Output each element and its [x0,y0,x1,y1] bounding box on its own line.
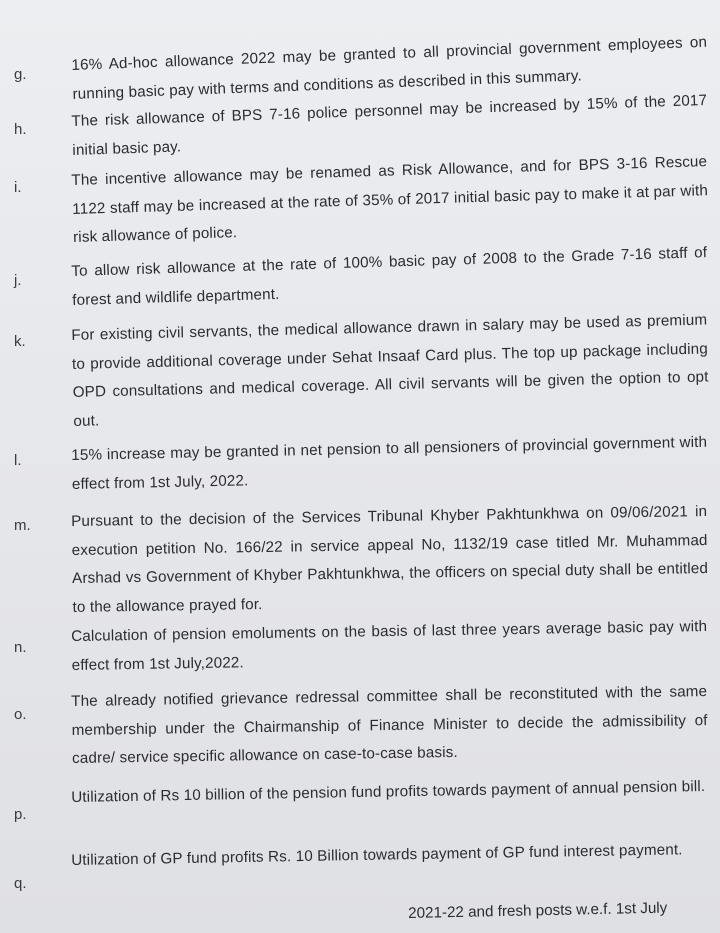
item-text: Calculation of pension emoluments on the basis of last three years average basic pay with effect from 1st July,2022. [71,618,708,674]
item-letter: k. [14,333,26,350]
item-letter: j. [14,272,22,289]
item-letter: l. [14,452,22,469]
item-text: The incentive allowance may be renamed as Risk Allowance, and for BPS 3-16 Rescue 1122 staff may be increased at the rate of 35% of 2017 initial basic pay to make it at par with risk allowance of police. [71,153,709,246]
cutoff-text-line: 2021-22 and fresh posts w.e.f. 1st July [408,899,668,922]
item-letter: i. [14,179,22,196]
item-letter: g. [14,66,27,83]
item-text: Utilization of GP fund profits Rs. 10 Billion towards payment of GP fund interest payment. [71,841,683,869]
item-text: To allow risk allowance at the rate of 100% basic pay of 2008 to the Grade 7-16 staff of forest and wildlife department. [71,244,708,309]
item-text: Pursuant to the decision of the Services Tribunal Khyber Pakhtunkhwa on 09/06/2021 in execution petition No. 166/22 in service appeal No, 1132/19 case titled Mr. Muhammad Arshad vs Government of Khyber Pakhtunkhwa, the officers on special duty shall be entitled to the allowance prayed for. [71,503,709,616]
item-letter: n. [14,639,27,656]
item-letter: h. [14,121,27,138]
item-letter: o. [14,706,27,723]
item-text: Utilization of Rs 10 billion of the pension fund profits towards payment of annual pension bill. [71,777,706,806]
item-letter: q. [14,875,27,892]
item-text: 15% increase may be granted in net pension to all pensioners of provincial government with effect from 1st July, 2022. [71,433,708,493]
item-text: For existing civil servants, the medical allowance drawn in salary may be used as premium to provide additional coverage under Sehat Insaaf Card plus. The top up package including OPD consultations and medical coverage. All civil servants will be given the option to opt out. [71,311,709,430]
item-letter: m. [14,517,31,534]
item-text: The risk allowance of BPS 7-16 police personnel may be increased by 15% of the 2017 initial basic pay. [71,91,708,159]
item-text: The already notified grievance redressal committee shall be reconstituted with the same membership under the Chairmanship of Finance Minister to decide the admissibility of cadre/ service specific allowance on case-to-case basis. [71,683,708,767]
item-letter: p. [14,806,27,823]
item-text: 16% Ad-hoc allowance 2022 may be granted to all provincial government employees on running basic pay with terms and conditions as described in this summary. [71,33,708,103]
